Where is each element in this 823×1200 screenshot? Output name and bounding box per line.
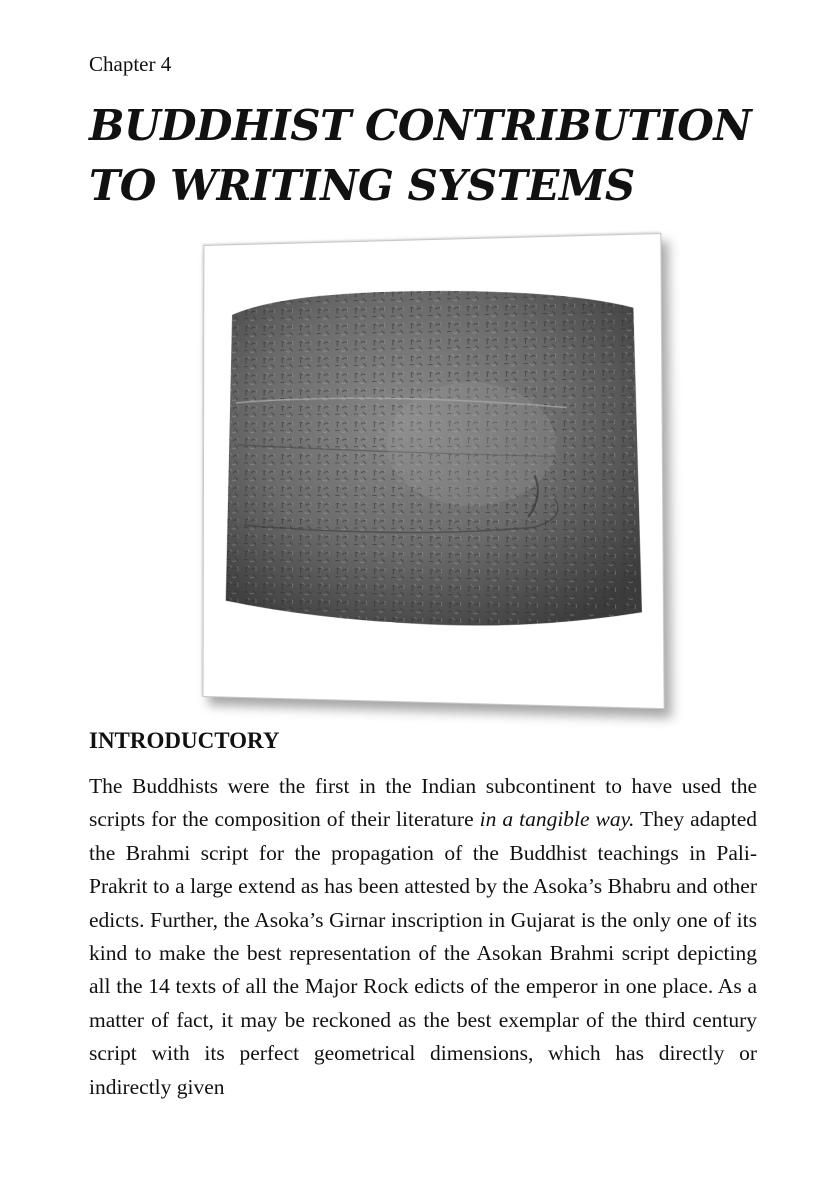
- chapter-title: BUDDHIST CONTRIBUTION TO WRITING SYSTEMS: [89, 101, 752, 210]
- inscription-photo-frame: [203, 233, 665, 709]
- paragraph-text-start: The Buddhists were the first in the Indian subcontinent to have used the scripts for the composition of their literature: [89, 774, 757, 832]
- section-heading: INTRODUCTORY: [89, 728, 280, 753]
- intro-paragraph: [89, 770, 757, 1104]
- chapter-label: Chapter 4: [89, 52, 172, 76]
- inscription-rock-image: [224, 266, 645, 634]
- paragraph-text-rest: They adapted the Brahmi script for the propagation of the Buddhist teachings in Pali-Prakrit to a large extend as has been attested by the Asoka’s Bhabru and other edicts. Further, the Asoka’s Girnar inscription in Gujarat is the only one of its kind to make the best representation of the Asokan Brahmi script depicting all the 14 texts of all the Major Rock edicts of the emperor in one place. As a matter of fact, it may be reckoned as the best exemplar of the third century script with its perfect geometrical dimensions, which has directly or indirectly given: [89, 807, 758, 1099]
- paragraph-emphasis: in a tangible way.: [479, 807, 635, 832]
